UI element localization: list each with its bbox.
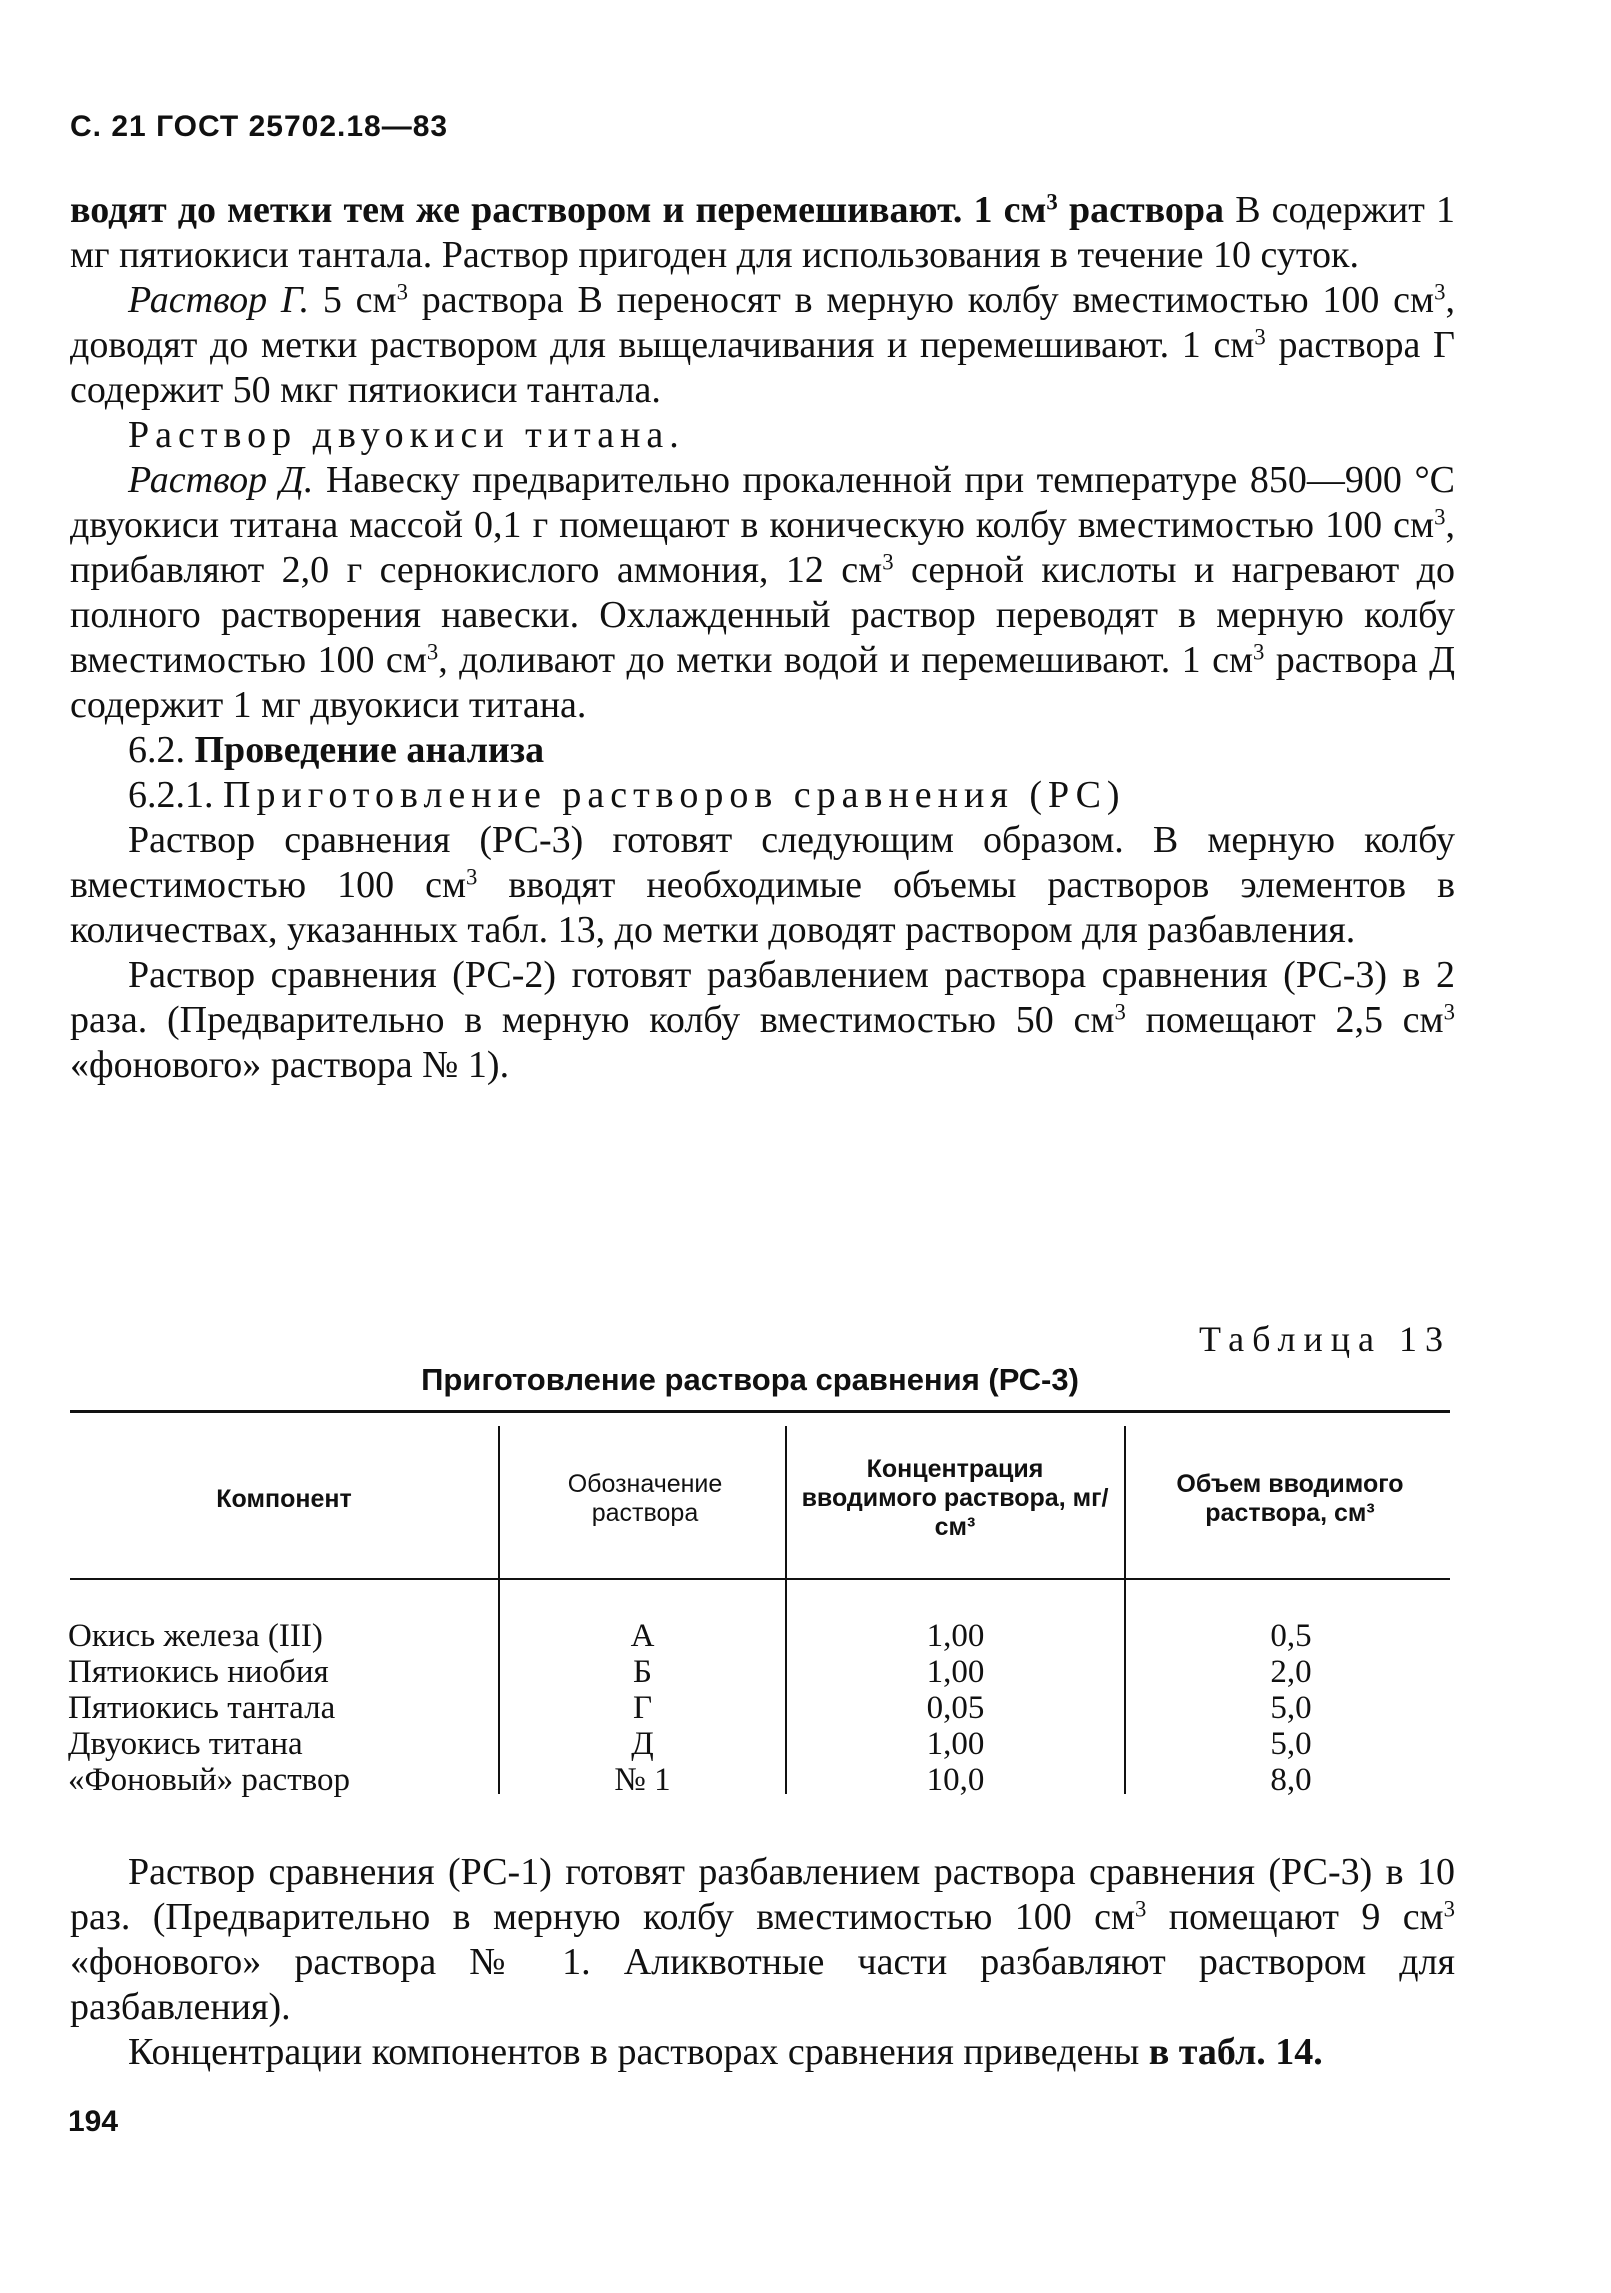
paragraph-2: Раствор Г. 5 $см^3$ раствора В переносят в мерную колбу вместимостью 100 $см^3$, доводят до метки раствором для выщелачивания и перемешивают. 1 $см^3$ раствора Г содержит 50 мкг пятиокиси тантала. [70,279,1455,411]
page-number: 194 [68,2105,119,2138]
paragraph-6: Раствор сравнения (РС-2) готовят разбавлением раствора сравнения (РС-3) в 2 раза. (Предварительно в мерную колбу вместимостью 50 $см^3$ помещают 2,5 $см^3$ «фонового» раствора № 1). [70,954,1456,1086]
table-cell: «Фоновый» раствор [68,1762,350,1798]
table-cell: Пятиокись тантала [68,1690,336,1726]
table-column-component [68,1618,488,1798]
table-column-volume [1126,1618,1456,1798]
table-caption-number: Таблица 13 [1199,1319,1451,1359]
header-page: С. 21 [70,110,147,143]
table-title: Приготовление раствора сравнения (РС-3) [421,1362,1079,1397]
table-cell: Двуокись титана [68,1726,303,1762]
table-header-component: Компонент [216,1485,352,1513]
header-standard: ГОСТ 25702.18—83 [156,110,449,143]
table-cell: 1,00 [926,1654,985,1690]
table-cell: № 1 [614,1762,671,1798]
table-cell: 5,0 [1270,1726,1312,1762]
paragraph-7: Раствор сравнения (РС-1) готовят разбавлением раствора сравнения (РС-3) в 10 раз. (Предварительно в мерную колбу вместимостью 100 $см^3$ помещают 9 $см^3$ «фонового» раствора № 1. Аликвотные части разбавляют раствором для разбавления). [70,1851,1456,2028]
paragraph-5: Раствор сравнения (РС-3) готовят следующим образом. В мерную колбу вместимостью 100 $см^3$ вводят необходимые объемы растворов элементов в количествах, указанных табл. 13, до метки доводят раствором для разбавления. [70,819,1456,951]
page-header [70,110,448,144]
table-header-rule [70,1578,1450,1580]
paragraph-4: Раствор Д. Навеску предварительно прокаленной при температуре 850—900 °С двуокиси титана массой 0,1 г помещают в коническую колбу вместимостью 100 $см^3$, прибавляют 2,0 г сернокислого аммония, 12 $см^3$ серной кислоты и нагревают до полного растворения навески. Охлажденный раствор переводят в мерную колбу вместимостью 100 $см^3$, доливают до метки водой и перемешивают. 1 $см^3$ раствора Д содержит 1 мг двуокиси титана. [70,459,1455,726]
table-cell: Б [633,1654,652,1690]
table-column-designation [500,1618,785,1798]
table-cell: 1,00 [926,1618,985,1654]
table-header-concentration: Концентрация вводимого раствора, мг/см³ [801,1455,1109,1541]
section-heading: 6.2. Проведение анализа [128,729,545,771]
table-cell: 0,05 [926,1690,985,1726]
table-cell: Г [632,1690,653,1726]
table-cell: 5,0 [1270,1690,1312,1726]
table-column-concentration [787,1618,1124,1798]
table-top-rule [70,1410,1450,1413]
post-table-text [70,1850,1455,2075]
paragraph-8: Концентрации компонентов в растворах сравнения приведены в табл. 14. [128,2031,1323,2073]
table-header-designation: Обозначение раствора [567,1470,723,1527]
paragraph-1: водят до метки тем же раствором и перемешивают. 1 $см^3$ раствора В содержит 1 мг пятиокиси тантала. Раствор пригоден для использования в течение 10 суток. [70,189,1456,276]
table-cell: А [630,1618,655,1654]
table-cell: Пятиокись ниобия [68,1654,329,1690]
table-cell: 8,0 [1270,1762,1312,1798]
subsection-heading: 6.2.1. Приготовление растворов сравнения (РС) [128,774,1126,816]
table-cell: 10,0 [926,1762,985,1798]
paragraph-3: Раствор двуокиси титана. [128,414,685,456]
main-text [70,188,1455,1088]
table-cell: Д [631,1726,654,1762]
table-header-volume: Объем вводимого раствора, см³ [1176,1470,1404,1527]
table-cell: 2,0 [1270,1654,1312,1690]
table-cell: 0,5 [1270,1618,1312,1654]
table-cell: Окись железа (III) [68,1618,323,1654]
table-cell: 1,00 [926,1726,985,1762]
